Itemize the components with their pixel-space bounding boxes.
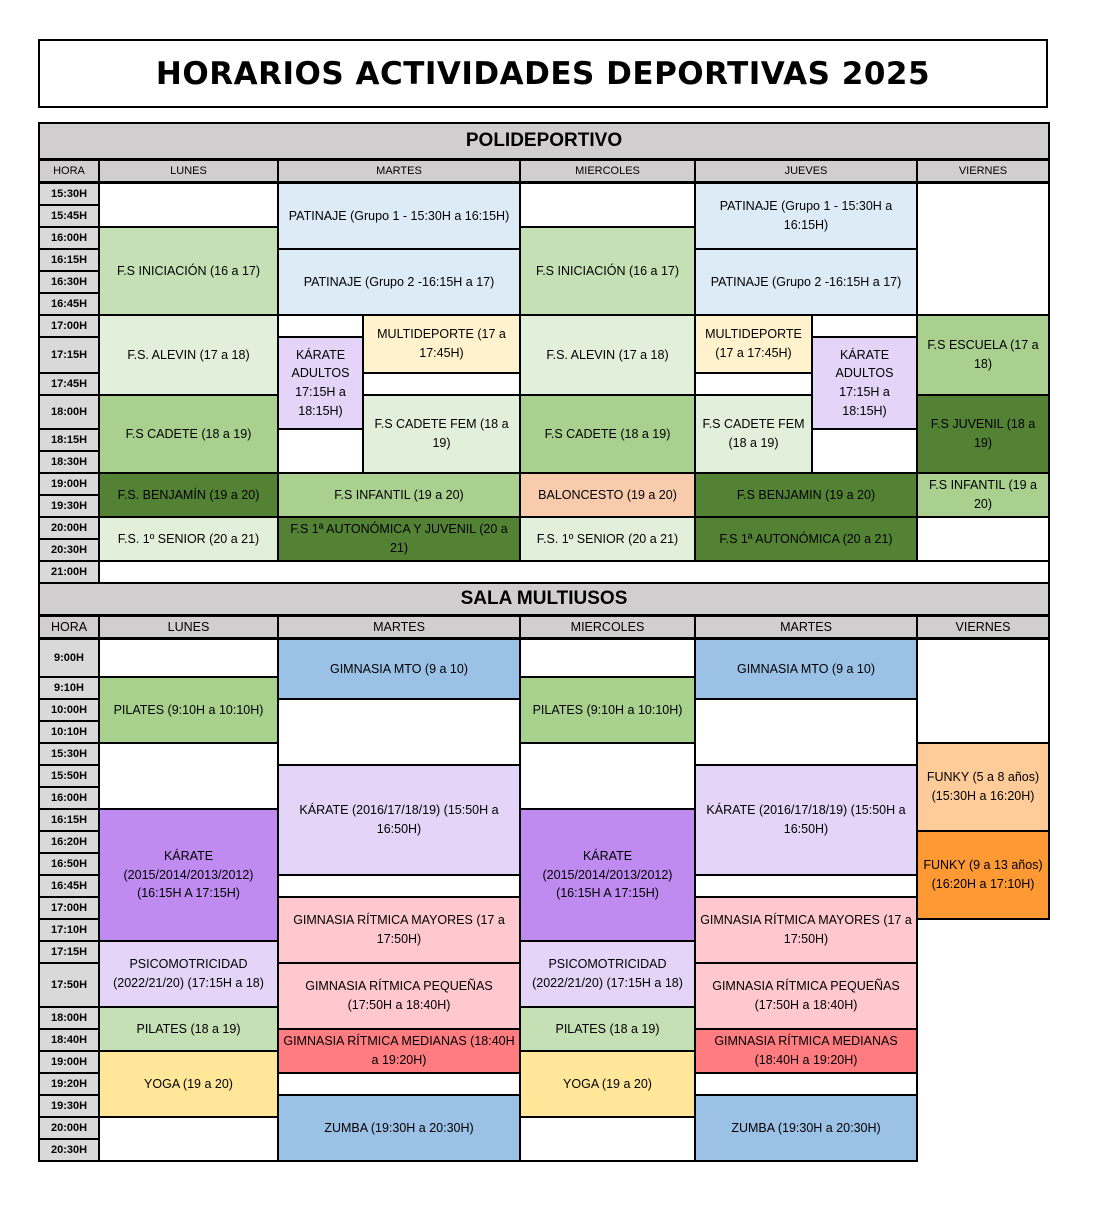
- activity-block: MULTIDEPORTE (17 a 17:45H): [694, 314, 813, 374]
- activity-block: BALONCESTO (19 a 20): [519, 472, 696, 518]
- empty-slot: [98, 1116, 279, 1162]
- activity-block: GIMNASIA RÍTMICA MAYORES (17 a 17:50H): [694, 896, 918, 964]
- column-header: VIERNES: [916, 159, 1050, 183]
- page-title-box: [38, 39, 1048, 108]
- activity-block: F.S CADETE FEM (18 a 19): [362, 394, 521, 474]
- activity-block: F.S CADETE (18 a 19): [519, 394, 696, 474]
- empty-slot: [916, 516, 1050, 562]
- activity-block: F.S BENJAMIN (19 a 20): [694, 472, 918, 518]
- activity-block: PILATES (18 a 19): [98, 1006, 279, 1052]
- column-header: LUNES: [98, 615, 279, 639]
- time-label: 16:45H: [38, 874, 100, 898]
- time-label: 19:20H: [38, 1072, 100, 1096]
- activity-block: F.S INFANTIL (19 a 20): [916, 472, 1050, 518]
- activity-block: FUNKY (9 a 13 años) (16:20H a 17:10H): [916, 830, 1050, 920]
- activity-block: F.S. BENJAMÍN (19 a 20): [98, 472, 279, 518]
- time-label: 18:40H: [38, 1028, 100, 1052]
- activity-block: F.S ESCUELA (17 a 18): [916, 314, 1050, 396]
- empty-slot: [98, 182, 279, 228]
- time-label: 16:45H: [38, 292, 100, 316]
- time-label: 16:50H: [38, 852, 100, 876]
- activity-block: F.S INFANTIL (19 a 20): [277, 472, 521, 518]
- column-header: JUEVES: [694, 159, 918, 183]
- activity-block: F.S 1ª AUTONÓMICA (20 a 21): [694, 516, 918, 562]
- activity-block: GIMNASIA RÍTMICA MEDIANAS (18:40H a 19:20H): [277, 1028, 521, 1074]
- time-label: 18:15H: [38, 428, 100, 452]
- activity-block: F.S. 1º SENIOR (20 a 21): [98, 516, 279, 562]
- time-label: 17:10H: [38, 918, 100, 942]
- activity-block: F.S 1ª AUTONÓMICA Y JUVENIL (20 a 21): [277, 516, 521, 562]
- activity-block: ZUMBA (19:30H a 20:30H): [694, 1094, 918, 1162]
- empty-slot: [694, 372, 813, 396]
- activity-block: PSICOMOTRICIDAD (2022/21/20) (17:15H a 18): [98, 940, 279, 1008]
- time-label: 18:30H: [38, 450, 100, 474]
- time-label: 18:00H: [38, 394, 100, 430]
- empty-slot: [694, 874, 918, 898]
- column-header: VIERNES: [916, 615, 1050, 639]
- activity-block: GIMNASIA RÍTMICA MEDIANAS (18:40H a 19:20H): [694, 1028, 918, 1074]
- column-header: HORA: [38, 615, 100, 639]
- activity-block: GIMNASIA RÍTMICA PEQUEÑAS (17:50H a 18:40H): [694, 962, 918, 1030]
- time-label: 18:00H: [38, 1006, 100, 1030]
- activity-block: KÁRATE ADULTOS 17:15H a 18:15H): [277, 336, 364, 430]
- column-header: MARTES: [277, 615, 521, 639]
- activity-block: GIMNASIA RÍTMICA MAYORES (17 a 17:50H): [277, 896, 521, 964]
- empty-slot: [277, 1072, 521, 1096]
- time-label: 19:00H: [38, 472, 100, 496]
- time-label: 16:15H: [38, 248, 100, 272]
- time-label: 17:45H: [38, 372, 100, 396]
- activity-block: FUNKY (5 a 8 años) (15:30H a 16:20H): [916, 742, 1050, 832]
- time-label: 15:45H: [38, 204, 100, 228]
- time-label: 16:15H: [38, 808, 100, 832]
- activity-block: F.S. ALEVIN (17 a 18): [98, 314, 279, 396]
- empty-slot: [98, 638, 279, 678]
- time-label: 20:30H: [38, 538, 100, 562]
- activity-block: PATINAJE (Grupo 2 -16:15H a 17): [694, 248, 918, 316]
- empty-slot: [277, 698, 521, 766]
- activity-block: F.S. ALEVIN (17 a 18): [519, 314, 696, 396]
- empty-slot: [98, 742, 279, 810]
- time-label: 10:00H: [38, 698, 100, 722]
- empty-slot: [694, 1072, 918, 1096]
- empty-slot: [277, 428, 364, 474]
- empty-slot: [519, 638, 696, 678]
- activity-block: F.S. 1º SENIOR (20 a 21): [519, 516, 696, 562]
- time-label: 17:15H: [38, 940, 100, 964]
- empty-slot: [916, 638, 1050, 744]
- activity-block: PATINAJE (Grupo 1 - 15:30H a 16:15H): [694, 182, 918, 250]
- time-label: 16:30H: [38, 270, 100, 294]
- empty-slot: [811, 428, 918, 474]
- column-header: MIERCOLES: [519, 159, 696, 183]
- column-header: MARTES: [694, 615, 918, 639]
- empty-slot: [519, 182, 696, 228]
- time-label: 16:00H: [38, 786, 100, 810]
- activity-block: KÁRATE (2015/2014/2013/2012) (16:15H A 17:15H): [98, 808, 279, 942]
- activity-block: KÁRATE (2016/17/18/19) (15:50H a 16:50H): [277, 764, 521, 876]
- time-label: 20:00H: [38, 516, 100, 540]
- empty-slot: [916, 182, 1050, 316]
- time-label: 19:30H: [38, 1094, 100, 1118]
- activity-block: KÁRATE (2016/17/18/19) (15:50H a 16:50H): [694, 764, 918, 876]
- activity-block: F.S CADETE FEM (18 a 19): [694, 394, 813, 474]
- time-label: 17:00H: [38, 896, 100, 920]
- time-label: 17:50H: [38, 962, 100, 1008]
- time-label: 15:50H: [38, 764, 100, 788]
- activity-block: GIMNASIA MTO (9 a 10): [694, 638, 918, 700]
- activity-block: MULTIDEPORTE (17 a 17:45H): [362, 314, 521, 374]
- column-header: LUNES: [98, 159, 279, 183]
- activity-block: F.S INICIACIÓN (16 a 17): [519, 226, 696, 316]
- empty-slot: [98, 560, 1050, 584]
- activity-block: GIMNASIA MTO (9 a 10): [277, 638, 521, 700]
- activity-block: F.S JUVENIL (18 a 19): [916, 394, 1050, 474]
- time-label: 10:10H: [38, 720, 100, 744]
- time-label: 20:00H: [38, 1116, 100, 1140]
- activity-block: PATINAJE (Grupo 1 - 15:30H a 16:15H): [277, 182, 521, 250]
- time-label: 19:00H: [38, 1050, 100, 1074]
- time-label: 20:30H: [38, 1138, 100, 1162]
- empty-slot: [694, 698, 918, 766]
- column-header: MIERCOLES: [519, 615, 696, 639]
- page-title: HORARIOS ACTIVIDADES DEPORTIVAS 2025: [155, 55, 931, 92]
- time-label: 9:00H: [38, 638, 100, 678]
- time-label: 17:00H: [38, 314, 100, 338]
- time-label: 21:00H: [38, 560, 100, 584]
- activity-block: PATINAJE (Grupo 2 -16:15H a 17): [277, 248, 521, 316]
- time-label: 16:20H: [38, 830, 100, 854]
- activity-block: PSICOMOTRICIDAD (2022/21/20) (17:15H a 18): [519, 940, 696, 1008]
- activity-block: YOGA (19 a 20): [98, 1050, 279, 1118]
- activity-block: PILATES (9:10H a 10:10H): [519, 676, 696, 744]
- activity-block: PILATES (9:10H a 10:10H): [98, 676, 279, 744]
- activity-block: F.S INICIACIÓN (16 a 17): [98, 226, 279, 316]
- empty-slot: [277, 314, 364, 338]
- time-label: 17:15H: [38, 336, 100, 374]
- time-label: 15:30H: [38, 182, 100, 206]
- column-header: HORA: [38, 159, 100, 183]
- activity-block: F.S CADETE (18 a 19): [98, 394, 279, 474]
- time-label: 15:30H: [38, 742, 100, 766]
- empty-slot: [811, 314, 918, 338]
- activity-block: KÁRATE ADULTOS 17:15H a 18:15H): [811, 336, 918, 430]
- activity-block: KÁRATE (2015/2014/2013/2012) (16:15H A 17:15H): [519, 808, 696, 942]
- section-title-polideportivo: POLIDEPORTIVO: [38, 122, 1050, 160]
- time-label: 16:00H: [38, 226, 100, 250]
- empty-slot: [277, 874, 521, 898]
- time-label: 19:30H: [38, 494, 100, 518]
- activity-block: GIMNASIA RÍTMICA PEQUEÑAS (17:50H a 18:40H): [277, 962, 521, 1030]
- activity-block: PILATES (18 a 19): [519, 1006, 696, 1052]
- empty-slot: [519, 1116, 696, 1162]
- activity-block: YOGA (19 a 20): [519, 1050, 696, 1118]
- column-header: MARTES: [277, 159, 521, 183]
- section-title-multiusos: SALA MULTIUSOS: [38, 582, 1050, 616]
- activity-block: ZUMBA (19:30H a 20:30H): [277, 1094, 521, 1162]
- empty-slot: [519, 742, 696, 810]
- time-label: 9:10H: [38, 676, 100, 700]
- empty-slot: [362, 372, 521, 396]
